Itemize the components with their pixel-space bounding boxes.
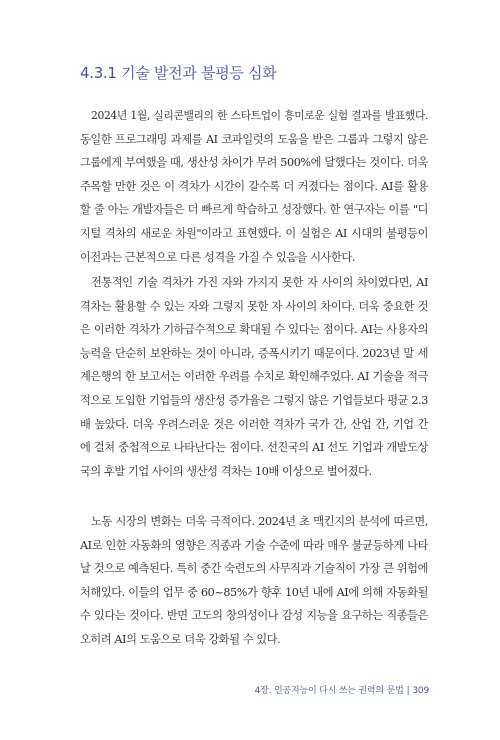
text-line: 이전과는 근본적으로 다른 성격을 가질 수 있음을 시사한다. (80, 250, 356, 264)
text-line: 그룹에게 부여했을 때, 생산성 차이가 무려 500%에 달했다는 것이다. 더욱 (80, 156, 428, 170)
paragraph-2 (80, 271, 428, 483)
text-line: 처해있다. 이들의 업무 중 60~85%가 향후 10년 내에 AI에 의해 자동화될 (80, 585, 428, 599)
section-heading: 4.3.1 기술 발전과 불평등 심화 (80, 64, 277, 82)
text-line: 적으로 도입한 기업들의 생산성 증가율은 그렇지 않은 기업들보다 평균 2.3 (80, 393, 428, 407)
page-number: 309 (412, 686, 429, 696)
text-line: AI로 인한 자동화의 영향은 직종과 기술 수준에 따라 매우 불균등하게 나타 (80, 538, 428, 552)
text-line: 노동 시장의 변화는 더욱 극적이다. 2024년 초 맥킨지의 분석에 따르면, (91, 515, 428, 528)
footer-separator: | (406, 686, 410, 696)
text-line: 에 걸쳐 중첩적으로 나타난다는 점이다. 선진국의 AI 선도 기업과 개발도상 (80, 441, 428, 455)
paragraph-1 (80, 104, 428, 269)
text-line: 오히려 AI의 도움으로 더욱 강화될 수 있다. (80, 632, 281, 646)
text-line: 할 줄 아는 개발자들은 더 빠르게 학습하고 성장했다. 한 연구자는 이를 "디 (80, 203, 428, 217)
text-line: 동일한 프로그래밍 과제를 AI 코파일럿의 도움을 받은 그룹과 그렇지 않은 (80, 132, 428, 146)
paragraph-3 (80, 510, 428, 652)
text-line: 능력을 단순히 보완하는 것이 아니라, 증폭시키기 때문이다. 2023년 말 세 (80, 346, 428, 360)
text-line: 지털 격차의 새로운 차원"이라고 표현했다. 이 실험은 AI 시대의 불평등이 (80, 226, 428, 240)
text-line: 은 이러한 격차가 기하급수적으로 확대될 수 있다는 점이다. AI는 사용자의 (80, 323, 428, 337)
text-line: 계은행의 한 보고서는 이러한 우려를 수치로 확인해주었다. AI 기술을 적극 (80, 370, 428, 384)
text-line: 2024년 1월, 실리콘밸리의 한 스타트업이 흥미로운 실험 결과를 발표했다. (91, 109, 428, 122)
page-footer (255, 683, 429, 696)
text-line: 배 높았다. 더욱 우려스러운 것은 이러한 격차가 국가 간, 산업 간, 기업 간 (80, 417, 428, 431)
text-line: 수 있다는 것이다. 반면 고도의 창의성이나 감성 지능을 요구하는 직종들은 (80, 609, 428, 623)
text-line: 국의 후발 기업 사이의 생산성 격차는 10배 이상으로 벌어졌다. (80, 464, 372, 478)
text-line: 날 것으로 예측된다. 특히 중간 숙련도의 사무직과 기술직이 가장 큰 위험에 (80, 562, 428, 576)
text-line: 주목할 만한 것은 이 격차가 시간이 갈수록 더 커졌다는 점이다. AI를 활용 (80, 179, 428, 193)
text-line: 전통적인 기술 격차가 가진 자와 가지지 못한 자 사이의 차이였다면, AI (91, 276, 428, 289)
text-line: 격차는 활용할 수 있는 자와 그렇지 못한 자 사이의 차이다. 더욱 중요한 것 (80, 299, 428, 313)
chapter-title: 4장. 인공지능이 다시 쓰는 권력의 문법 (254, 686, 404, 696)
